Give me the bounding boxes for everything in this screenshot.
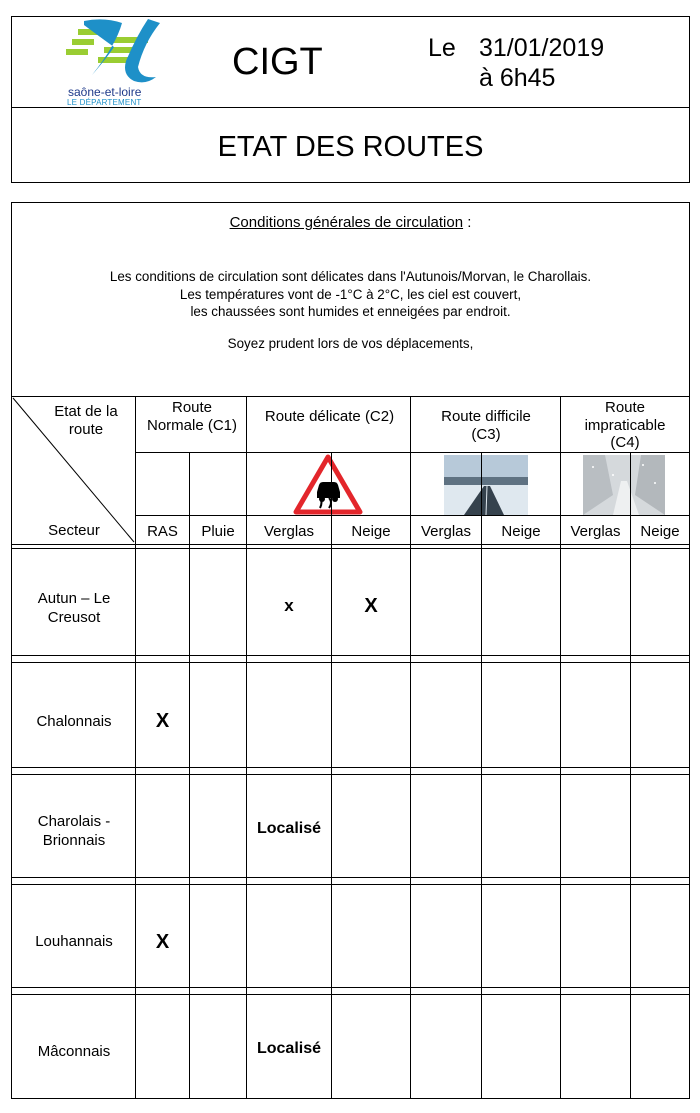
header-icon-line xyxy=(136,515,689,516)
logo-mark-icon xyxy=(64,19,164,85)
page-title: ETAT DES ROUTES xyxy=(217,131,484,163)
sector-label: Autun – Le Creusot xyxy=(37,590,111,626)
row-separator xyxy=(11,884,689,885)
subcol-header-neige-c2: Neige xyxy=(351,523,391,540)
org-name: CIGT xyxy=(232,41,323,83)
subcol-header-verglas-c3: Verglas xyxy=(420,523,472,540)
column-line xyxy=(246,396,247,1098)
report-time: à 6h45 xyxy=(479,64,556,92)
snowy-road-photo xyxy=(583,455,665,515)
row-separator xyxy=(11,987,689,988)
row-separator xyxy=(11,767,689,768)
column-line xyxy=(481,452,482,1098)
group-header-c1: Route Normale (C1) xyxy=(146,399,237,434)
corner-label-bottom: Secteur xyxy=(48,522,100,539)
column-line xyxy=(630,452,631,1098)
header-bottom-line xyxy=(11,544,689,545)
subcol-header-ras: RAS xyxy=(147,523,178,540)
conditions-title-suffix: : xyxy=(463,214,472,231)
subcol-header-neige-c3: Neige xyxy=(501,523,541,540)
cell-mark: Localisé xyxy=(256,1040,322,1057)
safety-warning: Soyez prudent lors de vos déplacements, xyxy=(227,336,474,351)
difficult-road-photo xyxy=(444,455,528,515)
header-top-row xyxy=(12,17,689,108)
conditions-title xyxy=(12,214,689,231)
subcol-header-neige-c4: Neige xyxy=(640,523,680,540)
conditions-title-text: Conditions générales de circulation xyxy=(229,214,464,231)
cell-mark: X xyxy=(364,595,378,617)
conditions-text xyxy=(12,268,689,321)
conditions-line: les chaussées sont humides et enneigées par endroit. xyxy=(190,304,511,319)
row-separator xyxy=(11,774,689,775)
header-top-line xyxy=(11,396,689,397)
header-bottom-line xyxy=(11,548,689,549)
group-header-c4: Route impraticable (C4) xyxy=(584,399,666,451)
report-box xyxy=(11,202,690,1099)
column-line xyxy=(189,452,190,1098)
subcol-header-verglas-c4: Verglas xyxy=(570,523,621,540)
logo-subtitle: LE DÉPARTEMENT xyxy=(67,98,142,107)
sector-label: Charolais - Brionnais xyxy=(37,813,111,849)
row-separator xyxy=(11,994,689,995)
report-date: 31/01/2019 xyxy=(479,34,605,62)
department-logo xyxy=(64,19,164,105)
corner-label-top: Etat de la route xyxy=(54,403,118,438)
column-line xyxy=(560,396,561,1098)
cell-mark: Localisé xyxy=(256,820,322,837)
snow-road-photo-icon xyxy=(583,455,665,515)
conditions-line: Les températures vont de -1°C à 2°C, les ciel est couvert, xyxy=(179,286,522,302)
slippery-road-sign-icon xyxy=(293,454,363,515)
column-line xyxy=(410,396,411,1098)
row-separator xyxy=(11,877,689,878)
sector-label: Louhannais xyxy=(35,933,113,950)
subcol-header-pluie: Pluie xyxy=(201,523,235,540)
column-line xyxy=(331,452,332,1098)
group-header-c3: Route difficile (C3) xyxy=(441,408,531,443)
conditions-line: Les conditions de circulation sont délicates dans l'Autunois/Morvan, le Charollais. xyxy=(109,269,592,284)
row-separator xyxy=(11,662,689,663)
cell-mark: x xyxy=(284,596,294,615)
cell-mark: X xyxy=(155,710,170,732)
logo-name: saône-et-loire xyxy=(68,85,142,99)
sector-label: Chalonnais xyxy=(36,713,112,730)
header-box xyxy=(11,16,690,183)
date-prefix: Le xyxy=(428,34,456,62)
group-header-c2: Route délicate (C2) xyxy=(264,408,395,425)
header-mid-line xyxy=(136,452,689,453)
row-separator xyxy=(11,655,689,656)
column-line xyxy=(135,396,136,1098)
subcol-header-verglas-c2: Verglas xyxy=(263,523,315,540)
cell-mark: X xyxy=(155,931,170,953)
icy-road-photo-icon xyxy=(444,455,528,515)
sector-label: Mâconnais xyxy=(37,1043,111,1060)
